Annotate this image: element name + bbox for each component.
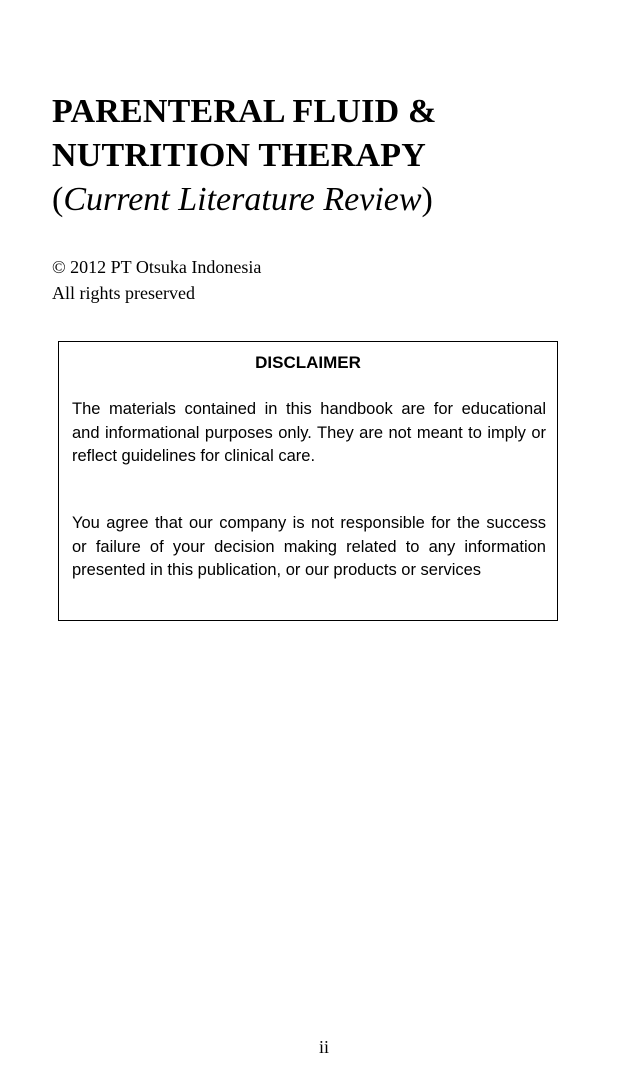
title-line-2: NUTRITION THERAPY [52, 137, 426, 174]
subtitle-open-paren: ( [52, 181, 64, 218]
rights-line: All rights preserved [52, 283, 195, 303]
page-number: ii [318, 1037, 329, 1057]
copyright-block [52, 254, 261, 306]
disclaimer-heading: DISCLAIMER [255, 353, 361, 372]
subtitle-text: Current Literature Review [63, 181, 422, 218]
disclaimer-box [58, 341, 558, 621]
title-block [52, 90, 592, 222]
subtitle [52, 178, 592, 222]
disclaimer-paragraph-1: The materials contained in this handbook are for educational and informational purposes only. They are not meant to imply or reflect guidelines for clinical care. [72, 400, 546, 465]
copyright-line: © 2012 PT Otsuka Indonesia [52, 257, 262, 277]
title-line-1: PARENTERAL FLUID & [52, 93, 437, 130]
subtitle-close-paren: ) [421, 181, 433, 218]
disclaimer-paragraph-2: You agree that our company is not responsible for the success or failure of your decision making related to any information presented in this publication, or our products or services [72, 514, 546, 579]
